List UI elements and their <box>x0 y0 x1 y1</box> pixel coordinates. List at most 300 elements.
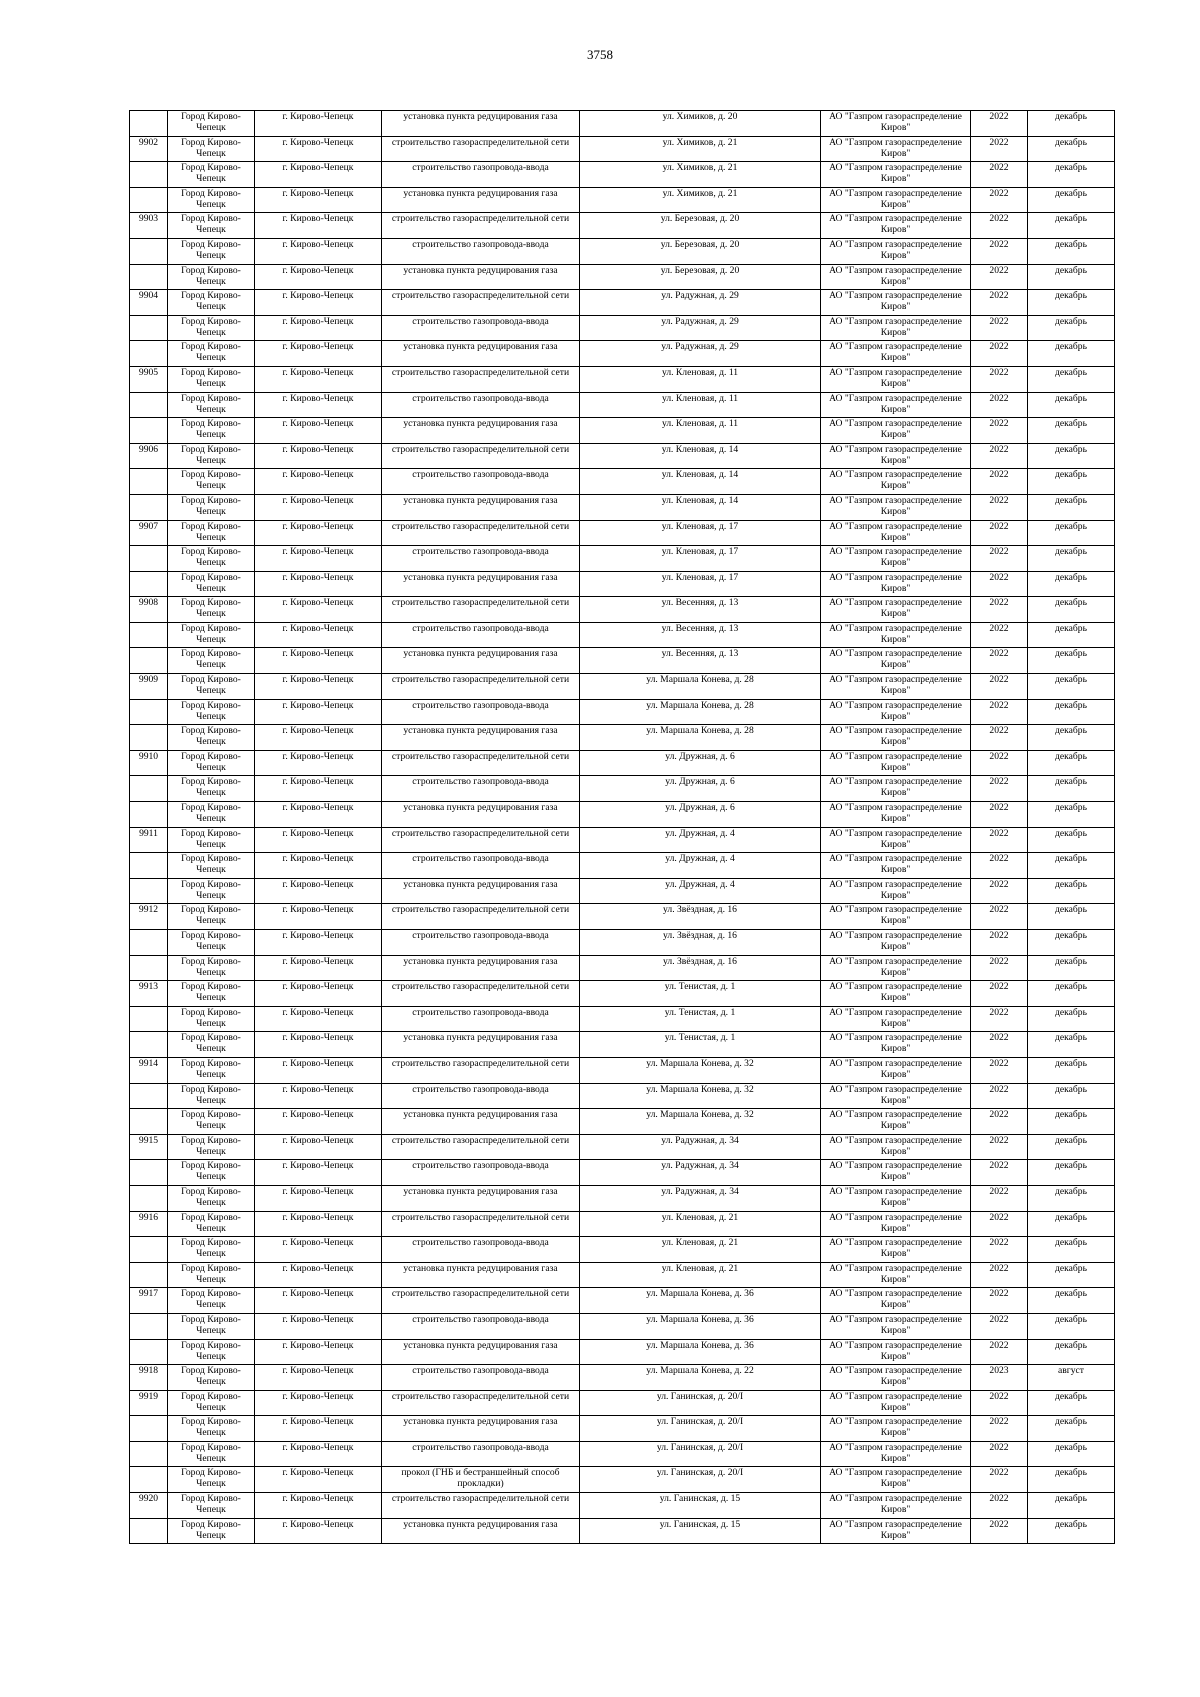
settlement-cell: г. Кирово-Чепецк <box>255 546 382 572</box>
address-cell: ул. Маршала Конева, д. 32 <box>580 1083 821 1109</box>
row-number-cell <box>130 699 168 725</box>
organization-cell: АО "Газпром газораспределение Киров" <box>821 1339 971 1365</box>
work-type-cell: строительство газораспределительной сети <box>382 827 580 853</box>
work-type-cell: строительство газораспределительной сети <box>382 981 580 1007</box>
row-number-cell: 9904 <box>130 290 168 316</box>
organization-cell: АО "Газпром газораспределение Киров" <box>821 111 971 137</box>
row-number-cell: 9906 <box>130 443 168 469</box>
municipality-cell: Город Кирово-Чепецк <box>168 981 255 1007</box>
settlement-cell: г. Кирово-Чепецк <box>255 1032 382 1058</box>
municipality-cell: Город Кирово-Чепецк <box>168 1262 255 1288</box>
year-cell: 2022 <box>971 1160 1028 1186</box>
row-number-cell: 9917 <box>130 1288 168 1314</box>
work-type-cell: строительство газопровода-ввода <box>382 930 580 956</box>
year-cell: 2022 <box>971 315 1028 341</box>
settlement-cell: г. Кирово-Чепецк <box>255 1339 382 1365</box>
settlement-cell: г. Кирово-Чепецк <box>255 1160 382 1186</box>
organization-cell: АО "Газпром газораспределение Киров" <box>821 1467 971 1493</box>
organization-cell: АО "Газпром газораспределение Киров" <box>821 1006 971 1032</box>
address-cell: ул. Березовая, д. 20 <box>580 264 821 290</box>
address-cell: ул. Ганинская, д. 20/I <box>580 1390 821 1416</box>
settlement-cell: г. Кирово-Чепецк <box>255 213 382 239</box>
organization-cell: АО "Газпром газораспределение Киров" <box>821 622 971 648</box>
year-cell: 2022 <box>971 622 1028 648</box>
address-cell: ул. Радужная, д. 29 <box>580 290 821 316</box>
address-cell: ул. Звёздная, д. 16 <box>580 930 821 956</box>
municipality-cell: Город Кирово-Чепецк <box>168 1493 255 1519</box>
municipality-cell: Город Кирово-Чепецк <box>168 1237 255 1263</box>
municipality-cell: Город Кирово-Чепецк <box>168 1416 255 1442</box>
month-cell: декабрь <box>1028 878 1115 904</box>
address-cell: ул. Дружная, д. 4 <box>580 878 821 904</box>
organization-cell: АО "Газпром газораспределение Киров" <box>821 1493 971 1519</box>
address-cell: ул. Ганинская, д. 15 <box>580 1493 821 1519</box>
table-row <box>130 290 1115 316</box>
municipality-cell: Город Кирово-Чепецк <box>168 699 255 725</box>
year-cell: 2022 <box>971 111 1028 137</box>
work-type-cell: строительство газораспределительной сети <box>382 597 580 623</box>
month-cell: декабрь <box>1028 469 1115 495</box>
year-cell: 2022 <box>971 1518 1028 1544</box>
work-type-cell: строительство газораспределительной сети <box>382 750 580 776</box>
settlement-cell: г. Кирово-Чепецк <box>255 290 382 316</box>
table-row <box>130 802 1115 828</box>
month-cell: декабрь <box>1028 1313 1115 1339</box>
table-row <box>130 1006 1115 1032</box>
organization-cell: АО "Газпром газораспределение Киров" <box>821 1365 971 1391</box>
work-type-cell: строительство газопровода-ввода <box>382 469 580 495</box>
row-number-cell: 9909 <box>130 674 168 700</box>
work-type-cell: строительство газораспределительной сети <box>382 366 580 392</box>
row-number-cell <box>130 725 168 751</box>
work-type-cell: установка пункта редуцирования газа <box>382 1339 580 1365</box>
organization-cell: АО "Газпром газораспределение Киров" <box>821 802 971 828</box>
month-cell: декабрь <box>1028 111 1115 137</box>
municipality-cell: Город Кирово-Чепецк <box>168 571 255 597</box>
municipality-cell: Город Кирово-Чепецк <box>168 955 255 981</box>
month-cell: декабрь <box>1028 1467 1115 1493</box>
organization-cell: АО "Газпром газораспределение Киров" <box>821 1313 971 1339</box>
address-cell: ул. Кленовая, д. 11 <box>580 392 821 418</box>
address-cell: ул. Кленовая, д. 21 <box>580 1262 821 1288</box>
settlement-cell: г. Кирово-Чепецк <box>255 494 382 520</box>
municipality-cell: Город Кирово-Чепецк <box>168 418 255 444</box>
row-number-cell: 9920 <box>130 1493 168 1519</box>
row-number-cell <box>130 648 168 674</box>
year-cell: 2022 <box>971 443 1028 469</box>
row-number-cell: 9918 <box>130 1365 168 1391</box>
address-cell: ул. Маршала Конева, д. 36 <box>580 1288 821 1314</box>
settlement-cell: г. Кирово-Чепецк <box>255 725 382 751</box>
organization-cell: АО "Газпром газораспределение Киров" <box>821 930 971 956</box>
year-cell: 2022 <box>971 1313 1028 1339</box>
month-cell: декабрь <box>1028 418 1115 444</box>
municipality-cell: Город Кирово-Чепецк <box>168 725 255 751</box>
work-type-cell: строительство газопровода-ввода <box>382 315 580 341</box>
month-cell: август <box>1028 1365 1115 1391</box>
row-number-cell <box>130 546 168 572</box>
address-cell: ул. Маршала Конева, д. 28 <box>580 674 821 700</box>
address-cell: ул. Кленовая, д. 14 <box>580 494 821 520</box>
year-cell: 2022 <box>971 494 1028 520</box>
row-number-cell: 9912 <box>130 904 168 930</box>
table-row <box>130 366 1115 392</box>
row-number-cell <box>130 162 168 188</box>
row-number-cell <box>130 776 168 802</box>
settlement-cell: г. Кирово-Чепецк <box>255 955 382 981</box>
organization-cell: АО "Газпром газораспределение Киров" <box>821 878 971 904</box>
settlement-cell: г. Кирово-Чепецк <box>255 443 382 469</box>
table-row <box>130 187 1115 213</box>
settlement-cell: г. Кирово-Чепецк <box>255 648 382 674</box>
year-cell: 2022 <box>971 1185 1028 1211</box>
settlement-cell: г. Кирово-Чепецк <box>255 187 382 213</box>
work-type-cell: установка пункта редуцирования газа <box>382 1518 580 1544</box>
table-row <box>130 1185 1115 1211</box>
organization-cell: АО "Газпром газораспределение Киров" <box>821 1032 971 1058</box>
municipality-cell: Город Кирово-Чепецк <box>168 136 255 162</box>
address-cell: ул. Химиков, д. 21 <box>580 162 821 188</box>
month-cell: декабрь <box>1028 366 1115 392</box>
organization-cell: АО "Газпром газораспределение Киров" <box>821 955 971 981</box>
address-cell: ул. Дружная, д. 6 <box>580 750 821 776</box>
year-cell: 2022 <box>971 469 1028 495</box>
organization-cell: АО "Газпром газораспределение Киров" <box>821 213 971 239</box>
address-cell: ул. Ганинская, д. 20/I <box>580 1441 821 1467</box>
settlement-cell: г. Кирово-Чепецк <box>255 1211 382 1237</box>
work-type-cell: строительство газопровода-ввода <box>382 853 580 879</box>
month-cell: декабрь <box>1028 392 1115 418</box>
month-cell: декабрь <box>1028 1032 1115 1058</box>
municipality-cell: Город Кирово-Чепецк <box>168 366 255 392</box>
year-cell: 2022 <box>971 520 1028 546</box>
table-row <box>130 674 1115 700</box>
municipality-cell: Город Кирово-Чепецк <box>168 213 255 239</box>
row-number-cell <box>130 853 168 879</box>
row-number-cell: 9913 <box>130 981 168 1007</box>
organization-cell: АО "Газпром газораспределение Киров" <box>821 904 971 930</box>
table-row <box>130 1109 1115 1135</box>
row-number-cell: 9919 <box>130 1390 168 1416</box>
month-cell: декабрь <box>1028 725 1115 751</box>
municipality-cell: Город Кирово-Чепецк <box>168 443 255 469</box>
address-cell: ул. Дружная, д. 4 <box>580 853 821 879</box>
organization-cell: АО "Газпром газораспределение Киров" <box>821 469 971 495</box>
work-type-cell: строительство газопровода-ввода <box>382 1313 580 1339</box>
table-row <box>130 878 1115 904</box>
address-cell: ул. Маршала Конева, д. 32 <box>580 1109 821 1135</box>
table-row <box>130 315 1115 341</box>
row-number-cell <box>130 469 168 495</box>
table-row <box>130 930 1115 956</box>
month-cell: декабрь <box>1028 290 1115 316</box>
municipality-cell: Город Кирово-Чепецк <box>168 1313 255 1339</box>
municipality-cell: Город Кирово-Чепецк <box>168 264 255 290</box>
settlement-cell: г. Кирово-Чепецк <box>255 1057 382 1083</box>
row-number-cell: 9911 <box>130 827 168 853</box>
table-row <box>130 597 1115 623</box>
municipality-cell: Город Кирово-Чепецк <box>168 1032 255 1058</box>
row-number-cell: 9907 <box>130 520 168 546</box>
work-type-cell: установка пункта редуцирования газа <box>382 264 580 290</box>
work-type-cell: строительство газопровода-ввода <box>382 238 580 264</box>
month-cell: декабрь <box>1028 162 1115 188</box>
year-cell: 2022 <box>971 827 1028 853</box>
municipality-cell: Город Кирово-Чепецк <box>168 750 255 776</box>
row-number-cell: 9915 <box>130 1134 168 1160</box>
row-number-cell <box>130 1518 168 1544</box>
settlement-cell: г. Кирово-Чепецк <box>255 571 382 597</box>
municipality-cell: Город Кирово-Чепецк <box>168 674 255 700</box>
row-number-cell: 9916 <box>130 1211 168 1237</box>
address-cell: ул. Весенняя, д. 13 <box>580 648 821 674</box>
row-number-cell <box>130 111 168 137</box>
settlement-cell: г. Кирово-Чепецк <box>255 674 382 700</box>
municipality-cell: Город Кирово-Чепецк <box>168 520 255 546</box>
municipality-cell: Город Кирово-Чепецк <box>168 776 255 802</box>
work-type-cell: установка пункта редуцирования газа <box>382 878 580 904</box>
organization-cell: АО "Газпром газораспределение Киров" <box>821 392 971 418</box>
row-number-cell: 9903 <box>130 213 168 239</box>
page-number: 3758 <box>587 47 613 62</box>
month-cell: декабрь <box>1028 520 1115 546</box>
table-row <box>130 981 1115 1007</box>
address-cell: ул. Ганинская, д. 20/I <box>580 1416 821 1442</box>
month-cell: декабрь <box>1028 213 1115 239</box>
settlement-cell: г. Кирово-Чепецк <box>255 341 382 367</box>
work-type-cell: строительство газораспределительной сети <box>382 1211 580 1237</box>
year-cell: 2022 <box>971 366 1028 392</box>
month-cell: декабрь <box>1028 1493 1115 1519</box>
year-cell: 2022 <box>971 1493 1028 1519</box>
address-cell: ул. Кленовая, д. 11 <box>580 366 821 392</box>
table-row <box>130 111 1115 137</box>
address-cell: ул. Тенистая, д. 1 <box>580 1032 821 1058</box>
settlement-cell: г. Кирово-Чепецк <box>255 776 382 802</box>
year-cell: 2022 <box>971 699 1028 725</box>
year-cell: 2022 <box>971 1237 1028 1263</box>
table-row <box>130 418 1115 444</box>
organization-cell: АО "Газпром газораспределение Киров" <box>821 750 971 776</box>
month-cell: декабрь <box>1028 1288 1115 1314</box>
work-type-cell: строительство газопровода-ввода <box>382 1006 580 1032</box>
municipality-cell: Город Кирово-Чепецк <box>168 853 255 879</box>
year-cell: 2022 <box>971 1134 1028 1160</box>
work-type-cell: строительство газораспределительной сети <box>382 674 580 700</box>
municipality-cell: Город Кирово-Чепецк <box>168 930 255 956</box>
settlement-cell: г. Кирово-Чепецк <box>255 1006 382 1032</box>
work-type-cell: установка пункта редуцирования газа <box>382 955 580 981</box>
row-number-cell <box>130 264 168 290</box>
organization-cell: АО "Газпром газораспределение Киров" <box>821 238 971 264</box>
organization-cell: АО "Газпром газораспределение Киров" <box>821 1160 971 1186</box>
settlement-cell: г. Кирово-Чепецк <box>255 1262 382 1288</box>
settlement-cell: г. Кирово-Чепецк <box>255 1134 382 1160</box>
month-cell: декабрь <box>1028 238 1115 264</box>
settlement-cell: г. Кирово-Чепецк <box>255 469 382 495</box>
work-type-cell: строительство газораспределительной сети <box>382 443 580 469</box>
table-row <box>130 725 1115 751</box>
table-row <box>130 341 1115 367</box>
year-cell: 2022 <box>971 904 1028 930</box>
settlement-cell: г. Кирово-Чепецк <box>255 981 382 1007</box>
municipality-cell: Город Кирово-Чепецк <box>168 1006 255 1032</box>
year-cell: 2022 <box>971 290 1028 316</box>
organization-cell: АО "Газпром газораспределение Киров" <box>821 571 971 597</box>
month-cell: декабрь <box>1028 750 1115 776</box>
settlement-cell: г. Кирово-Чепецк <box>255 622 382 648</box>
address-cell: ул. Березовая, д. 20 <box>580 238 821 264</box>
organization-cell: АО "Газпром газораспределение Киров" <box>821 162 971 188</box>
address-cell: ул. Кленовая, д. 21 <box>580 1237 821 1263</box>
row-number-cell <box>130 187 168 213</box>
address-cell: ул. Дружная, д. 4 <box>580 827 821 853</box>
month-cell: декабрь <box>1028 955 1115 981</box>
table-row <box>130 264 1115 290</box>
month-cell: декабрь <box>1028 315 1115 341</box>
municipality-cell: Город Кирово-Чепецк <box>168 546 255 572</box>
municipality-cell: Город Кирово-Чепецк <box>168 1057 255 1083</box>
municipality-cell: Город Кирово-Чепецк <box>168 111 255 137</box>
settlement-cell: г. Кирово-Чепецк <box>255 264 382 290</box>
address-cell: ул. Кленовая, д. 17 <box>580 520 821 546</box>
work-type-cell: установка пункта редуцирования газа <box>382 1109 580 1135</box>
address-cell: ул. Маршала Конева, д. 28 <box>580 725 821 751</box>
year-cell: 2022 <box>971 725 1028 751</box>
year-cell: 2022 <box>971 1339 1028 1365</box>
table-row <box>130 750 1115 776</box>
row-number-cell <box>130 622 168 648</box>
work-type-cell: строительство газораспределительной сети <box>382 1390 580 1416</box>
address-cell: ул. Весенняя, д. 13 <box>580 597 821 623</box>
settlement-cell: г. Кирово-Чепецк <box>255 1390 382 1416</box>
address-cell: ул. Звёздная, д. 16 <box>580 904 821 930</box>
settlement-cell: г. Кирово-Чепецк <box>255 162 382 188</box>
municipality-cell: Город Кирово-Чепецк <box>168 597 255 623</box>
year-cell: 2022 <box>971 853 1028 879</box>
organization-cell: АО "Газпром газораспределение Киров" <box>821 827 971 853</box>
row-number-cell <box>130 392 168 418</box>
settlement-cell: г. Кирово-Чепецк <box>255 1313 382 1339</box>
month-cell: декабрь <box>1028 136 1115 162</box>
year-cell: 2022 <box>971 955 1028 981</box>
work-type-cell: прокол (ГНБ и бестраншейный способ прокладки) <box>382 1467 580 1493</box>
year-cell: 2022 <box>971 1032 1028 1058</box>
organization-cell: АО "Газпром газораспределение Киров" <box>821 1109 971 1135</box>
work-type-cell: установка пункта редуцирования газа <box>382 418 580 444</box>
month-cell: декабрь <box>1028 1134 1115 1160</box>
table-row <box>130 162 1115 188</box>
year-cell: 2022 <box>971 776 1028 802</box>
settlement-cell: г. Кирово-Чепецк <box>255 1083 382 1109</box>
month-cell: декабрь <box>1028 264 1115 290</box>
table-row <box>130 1416 1115 1442</box>
year-cell: 2022 <box>971 981 1028 1007</box>
month-cell: декабрь <box>1028 622 1115 648</box>
month-cell: декабрь <box>1028 1390 1115 1416</box>
municipality-cell: Город Кирово-Чепецк <box>168 1365 255 1391</box>
year-cell: 2022 <box>971 1083 1028 1109</box>
month-cell: декабрь <box>1028 1185 1115 1211</box>
address-cell: ул. Маршала Конева, д. 36 <box>580 1313 821 1339</box>
address-cell: ул. Маршала Конева, д. 32 <box>580 1057 821 1083</box>
municipality-cell: Город Кирово-Чепецк <box>168 162 255 188</box>
month-cell: декабрь <box>1028 1237 1115 1263</box>
work-type-cell: установка пункта редуцирования газа <box>382 187 580 213</box>
month-cell: декабрь <box>1028 443 1115 469</box>
address-cell: ул. Маршала Конева, д. 28 <box>580 699 821 725</box>
month-cell: декабрь <box>1028 187 1115 213</box>
table-row <box>130 1237 1115 1263</box>
year-cell: 2022 <box>971 392 1028 418</box>
work-type-cell: установка пункта редуцирования газа <box>382 341 580 367</box>
work-type-cell: установка пункта редуцирования газа <box>382 725 580 751</box>
row-number-cell: 9908 <box>130 597 168 623</box>
organization-cell: АО "Газпром газораспределение Киров" <box>821 1134 971 1160</box>
work-type-cell: строительство газораспределительной сети <box>382 1288 580 1314</box>
work-type-cell: строительство газопровода-ввода <box>382 1083 580 1109</box>
organization-cell: АО "Газпром газораспределение Киров" <box>821 341 971 367</box>
month-cell: декабрь <box>1028 1160 1115 1186</box>
address-cell: ул. Тенистая, д. 1 <box>580 1006 821 1032</box>
settlement-cell: г. Кирово-Чепецк <box>255 366 382 392</box>
row-number-cell <box>130 418 168 444</box>
municipality-cell: Город Кирово-Чепецк <box>168 187 255 213</box>
month-cell: декабрь <box>1028 674 1115 700</box>
year-cell: 2022 <box>971 1416 1028 1442</box>
settlement-cell: г. Кирово-Чепецк <box>255 1288 382 1314</box>
municipality-cell: Город Кирово-Чепецк <box>168 1288 255 1314</box>
address-cell: ул. Кленовая, д. 21 <box>580 1211 821 1237</box>
organization-cell: АО "Газпром газораспределение Киров" <box>821 725 971 751</box>
address-cell: ул. Кленовая, д. 14 <box>580 443 821 469</box>
row-number-cell <box>130 341 168 367</box>
organization-cell: АО "Газпром газораспределение Киров" <box>821 1211 971 1237</box>
settlement-cell: г. Кирово-Чепецк <box>255 827 382 853</box>
work-type-cell: строительство газораспределительной сети <box>382 1493 580 1519</box>
organization-cell: АО "Газпром газораспределение Киров" <box>821 699 971 725</box>
work-type-cell: строительство газораспределительной сети <box>382 1057 580 1083</box>
row-number-cell <box>130 802 168 828</box>
month-cell: декабрь <box>1028 853 1115 879</box>
municipality-cell: Город Кирово-Чепецк <box>168 1339 255 1365</box>
year-cell: 2023 <box>971 1365 1028 1391</box>
table-row <box>130 1493 1115 1519</box>
municipality-cell: Город Кирово-Чепецк <box>168 904 255 930</box>
address-cell: ул. Березовая, д. 20 <box>580 213 821 239</box>
work-type-cell: строительство газораспределительной сети <box>382 290 580 316</box>
address-cell: ул. Кленовая, д. 14 <box>580 469 821 495</box>
table-row <box>130 1262 1115 1288</box>
work-type-cell: установка пункта редуцирования газа <box>382 111 580 137</box>
municipality-cell: Город Кирово-Чепецк <box>168 494 255 520</box>
municipality-cell: Город Кирово-Чепецк <box>168 392 255 418</box>
municipality-cell: Город Кирово-Чепецк <box>168 1134 255 1160</box>
organization-cell: АО "Газпром газораспределение Киров" <box>821 597 971 623</box>
row-number-cell <box>130 571 168 597</box>
work-type-cell: строительство газопровода-ввода <box>382 162 580 188</box>
table-row <box>130 1211 1115 1237</box>
year-cell: 2022 <box>971 1109 1028 1135</box>
month-cell: декабрь <box>1028 904 1115 930</box>
table-row <box>130 1441 1115 1467</box>
year-cell: 2022 <box>971 597 1028 623</box>
work-type-cell: строительство газопровода-ввода <box>382 1441 580 1467</box>
work-type-cell: строительство газораспределительной сети <box>382 904 580 930</box>
year-cell: 2022 <box>971 238 1028 264</box>
municipality-cell: Город Кирово-Чепецк <box>168 1390 255 1416</box>
month-cell: декабрь <box>1028 546 1115 572</box>
